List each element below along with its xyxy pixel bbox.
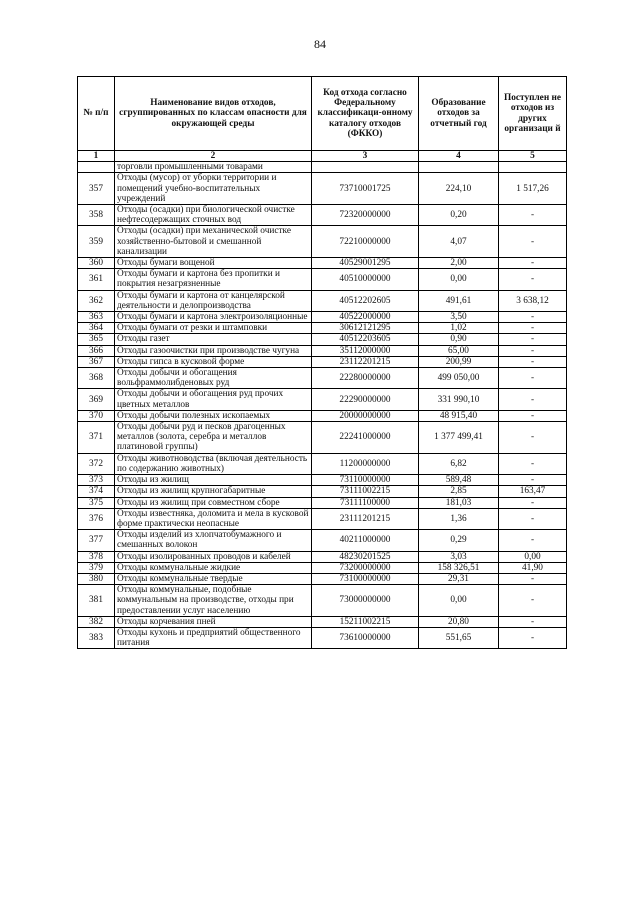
cell-waste-name: Отходы гипса в кусковой форме [115, 356, 312, 367]
table-row [78, 368, 567, 389]
table-row [78, 162, 567, 173]
cell-no: 372 [78, 453, 115, 474]
cell-received: - [499, 422, 567, 454]
cell-received: - [499, 312, 567, 323]
cell-waste-name: Отходы изделий из хлопчатобумажного и смешанных волокон [115, 530, 312, 551]
cell-no: 369 [78, 389, 115, 410]
cell-fkko-code [312, 162, 419, 173]
cell-no: 380 [78, 573, 115, 584]
header-received: Поступлен не отходов из других организаци й [499, 77, 567, 151]
cell-fkko-code: 11200000000 [312, 453, 419, 474]
cell-fkko-code: 40510000000 [312, 269, 419, 290]
cell-formed: 6,82 [419, 453, 499, 474]
cell-fkko-code: 73000000000 [312, 585, 419, 617]
column-number: 3 [312, 151, 419, 162]
table-row [78, 312, 567, 323]
cell-waste-name: Отходы бумаги и картона электроизоляционные [115, 312, 312, 323]
table-row [78, 258, 567, 269]
cell-formed: 499 050,00 [419, 368, 499, 389]
cell-waste-name: Отходы газет [115, 334, 312, 345]
cell-waste-name: Отходы известняка, доломита и мела в кусковой форме практически неопасные [115, 508, 312, 529]
table-row [78, 205, 567, 226]
table-row [78, 562, 567, 573]
cell-fkko-code: 15211002215 [312, 616, 419, 627]
cell-waste-name: Отходы бумаги и картона от канцелярской деятельности и делопроизводства [115, 290, 312, 311]
table-row [78, 173, 567, 205]
cell-waste-name: Отходы (осадки) при механической очистке хозяйственно-бытовой и смешанной канализации [115, 226, 312, 258]
waste-table [77, 76, 567, 649]
cell-formed: 224,10 [419, 173, 499, 205]
cell-fkko-code: 40512202605 [312, 290, 419, 311]
header-code: Код отхода согласно Федеральному классификаци-онному каталогу отходов (ФККО) [312, 77, 419, 151]
cell-received [499, 162, 567, 173]
table-row [78, 530, 567, 551]
table-row [78, 508, 567, 529]
cell-formed: 158 326,51 [419, 562, 499, 573]
table-row [78, 497, 567, 508]
cell-fkko-code: 40211000000 [312, 530, 419, 551]
table-row [78, 389, 567, 410]
cell-waste-name: Отходы коммунальные, подобные коммунальным на производстве, отходы при предоставлении услуг населению [115, 585, 312, 617]
cell-fkko-code: 72210000000 [312, 226, 419, 258]
cell-waste-name: Отходы изолированных проводов и кабелей [115, 551, 312, 562]
column-number: 5 [499, 151, 567, 162]
cell-no: 381 [78, 585, 115, 617]
cell-fkko-code: 23112201215 [312, 356, 419, 367]
cell-waste-name: торговли промышленными товарами [115, 162, 312, 173]
table-row [78, 226, 567, 258]
cell-received: - [499, 530, 567, 551]
page-number: 84 [314, 37, 326, 51]
cell-waste-name: Отходы коммунальные твердые [115, 573, 312, 584]
cell-formed: 0,20 [419, 205, 499, 226]
cell-received: - [499, 356, 567, 367]
cell-no: 371 [78, 422, 115, 454]
cell-no: 361 [78, 269, 115, 290]
cell-received: - [499, 389, 567, 410]
cell-formed: 2,85 [419, 486, 499, 497]
cell-received: - [499, 269, 567, 290]
cell-received: - [499, 334, 567, 345]
cell-received: - [499, 368, 567, 389]
cell-fkko-code: 73110000000 [312, 475, 419, 486]
cell-no: 383 [78, 627, 115, 648]
header-no: № п/п [78, 77, 115, 151]
cell-fkko-code: 73100000000 [312, 573, 419, 584]
cell-waste-name: Отходы из жилищ при совместном сборе [115, 497, 312, 508]
cell-formed: 1,36 [419, 508, 499, 529]
cell-no: 364 [78, 323, 115, 334]
cell-received: - [499, 573, 567, 584]
cell-no: 370 [78, 410, 115, 421]
cell-received: 41,90 [499, 562, 567, 573]
cell-waste-name: Отходы бумаги и картона без пропитки и покрытия незагрязненные [115, 269, 312, 290]
cell-no: 375 [78, 497, 115, 508]
cell-fkko-code: 23111201215 [312, 508, 419, 529]
cell-fkko-code: 20000000000 [312, 410, 419, 421]
cell-fkko-code: 22241000000 [312, 422, 419, 454]
table-row [78, 422, 567, 454]
cell-fkko-code: 73111002215 [312, 486, 419, 497]
cell-fkko-code: 73111100000 [312, 497, 419, 508]
cell-received: 1 517,26 [499, 173, 567, 205]
table-row [78, 627, 567, 648]
cell-no: 379 [78, 562, 115, 573]
table-row [78, 290, 567, 311]
cell-formed: 181,03 [419, 497, 499, 508]
cell-received: - [499, 345, 567, 356]
header-formed: Образование отходов за отчетный год [419, 77, 499, 151]
table-row [78, 453, 567, 474]
cell-waste-name: Отходы добычи полезных ископаемых [115, 410, 312, 421]
cell-fkko-code: 35112000000 [312, 345, 419, 356]
cell-no: 374 [78, 486, 115, 497]
cell-formed: 589,48 [419, 475, 499, 486]
cell-formed: 331 990,10 [419, 389, 499, 410]
cell-formed: 0,00 [419, 269, 499, 290]
table-row [78, 356, 567, 367]
cell-no: 357 [78, 173, 115, 205]
cell-formed [419, 162, 499, 173]
cell-no: 368 [78, 368, 115, 389]
cell-waste-name: Отходы из жилищ крупногабаритные [115, 486, 312, 497]
cell-fkko-code: 40522000000 [312, 312, 419, 323]
cell-formed: 4,07 [419, 226, 499, 258]
cell-formed: 3,03 [419, 551, 499, 562]
cell-waste-name: Отходы животноводства (включая деятельность по содержанию животных) [115, 453, 312, 474]
cell-no: 363 [78, 312, 115, 323]
column-number: 1 [78, 151, 115, 162]
cell-formed: 1,02 [419, 323, 499, 334]
cell-no [78, 162, 115, 173]
table-row [78, 573, 567, 584]
cell-formed: 20,80 [419, 616, 499, 627]
header-name: Наименование видов отходов, сгруппированных по классам опасности для окружающей среды [115, 77, 312, 151]
table-row [78, 475, 567, 486]
cell-waste-name: Отходы добычи и обогащения вольфраммолибденовых руд [115, 368, 312, 389]
cell-no: 373 [78, 475, 115, 486]
cell-received: - [499, 497, 567, 508]
table-row [78, 334, 567, 345]
cell-formed: 551,65 [419, 627, 499, 648]
table-row [78, 269, 567, 290]
cell-received: - [499, 585, 567, 617]
cell-received: - [499, 205, 567, 226]
cell-fkko-code: 72320000000 [312, 205, 419, 226]
cell-fkko-code: 73610000000 [312, 627, 419, 648]
cell-waste-name: Отходы (осадки) при биологической очистке нефтесодержащих сточных вод [115, 205, 312, 226]
cell-received: - [499, 616, 567, 627]
cell-received: - [499, 627, 567, 648]
cell-received: - [499, 226, 567, 258]
cell-waste-name: Отходы (мусор) от уборки территории и помещений учебно-воспитательных учреждений [115, 173, 312, 205]
cell-waste-name: Отходы коммунальные жидкие [115, 562, 312, 573]
header-row [78, 77, 567, 151]
cell-formed: 29,31 [419, 573, 499, 584]
cell-fkko-code: 40529001295 [312, 258, 419, 269]
table-row [78, 323, 567, 334]
cell-received: - [499, 508, 567, 529]
column-number: 4 [419, 151, 499, 162]
cell-fkko-code: 30612121295 [312, 323, 419, 334]
column-number-row [78, 151, 567, 162]
cell-no: 365 [78, 334, 115, 345]
cell-no: 382 [78, 616, 115, 627]
cell-no: 378 [78, 551, 115, 562]
table-row [78, 551, 567, 562]
cell-formed: 48 915,40 [419, 410, 499, 421]
table-row [78, 486, 567, 497]
cell-formed: 65,00 [419, 345, 499, 356]
cell-formed: 0,29 [419, 530, 499, 551]
cell-received: - [499, 323, 567, 334]
cell-waste-name: Отходы кухонь и предприятий общественного питания [115, 627, 312, 648]
cell-received: - [499, 475, 567, 486]
cell-received: 0,00 [499, 551, 567, 562]
table-row [78, 345, 567, 356]
cell-waste-name: Отходы бумаги от резки и штамповки [115, 323, 312, 334]
cell-no: 376 [78, 508, 115, 529]
table-row [78, 410, 567, 421]
cell-waste-name: Отходы газоочистки при производстве чугуна [115, 345, 312, 356]
cell-fkko-code: 22290000000 [312, 389, 419, 410]
cell-waste-name: Отходы из жилищ [115, 475, 312, 486]
cell-no: 358 [78, 205, 115, 226]
cell-formed: 1 377 499,41 [419, 422, 499, 454]
cell-fkko-code: 73710001725 [312, 173, 419, 205]
cell-received: 163,47 [499, 486, 567, 497]
cell-formed: 200,99 [419, 356, 499, 367]
table-row [78, 616, 567, 627]
cell-formed: 0,90 [419, 334, 499, 345]
cell-fkko-code: 22280000000 [312, 368, 419, 389]
cell-no: 362 [78, 290, 115, 311]
cell-received: 3 638,12 [499, 290, 567, 311]
table-body [78, 151, 567, 649]
cell-waste-name: Отходы бумаги вощеной [115, 258, 312, 269]
cell-no: 359 [78, 226, 115, 258]
cell-waste-name: Отходы добычи и обогащения руд прочих цветных металлов [115, 389, 312, 410]
cell-waste-name: Отходы добычи руд и песков драгоценных металлов (золота, серебра и металлов платиновой группы) [115, 422, 312, 454]
cell-fkko-code: 40512203605 [312, 334, 419, 345]
cell-formed: 2,00 [419, 258, 499, 269]
cell-no: 366 [78, 345, 115, 356]
cell-formed: 491,61 [419, 290, 499, 311]
cell-formed: 3,50 [419, 312, 499, 323]
cell-formed: 0,00 [419, 585, 499, 617]
cell-waste-name: Отходы корчевания пней [115, 616, 312, 627]
cell-fkko-code: 73200000000 [312, 562, 419, 573]
cell-received: - [499, 453, 567, 474]
cell-no: 367 [78, 356, 115, 367]
cell-received: - [499, 410, 567, 421]
table-row [78, 585, 567, 617]
cell-no: 360 [78, 258, 115, 269]
cell-no: 377 [78, 530, 115, 551]
cell-fkko-code: 48230201525 [312, 551, 419, 562]
cell-received: - [499, 258, 567, 269]
column-number: 2 [115, 151, 312, 162]
